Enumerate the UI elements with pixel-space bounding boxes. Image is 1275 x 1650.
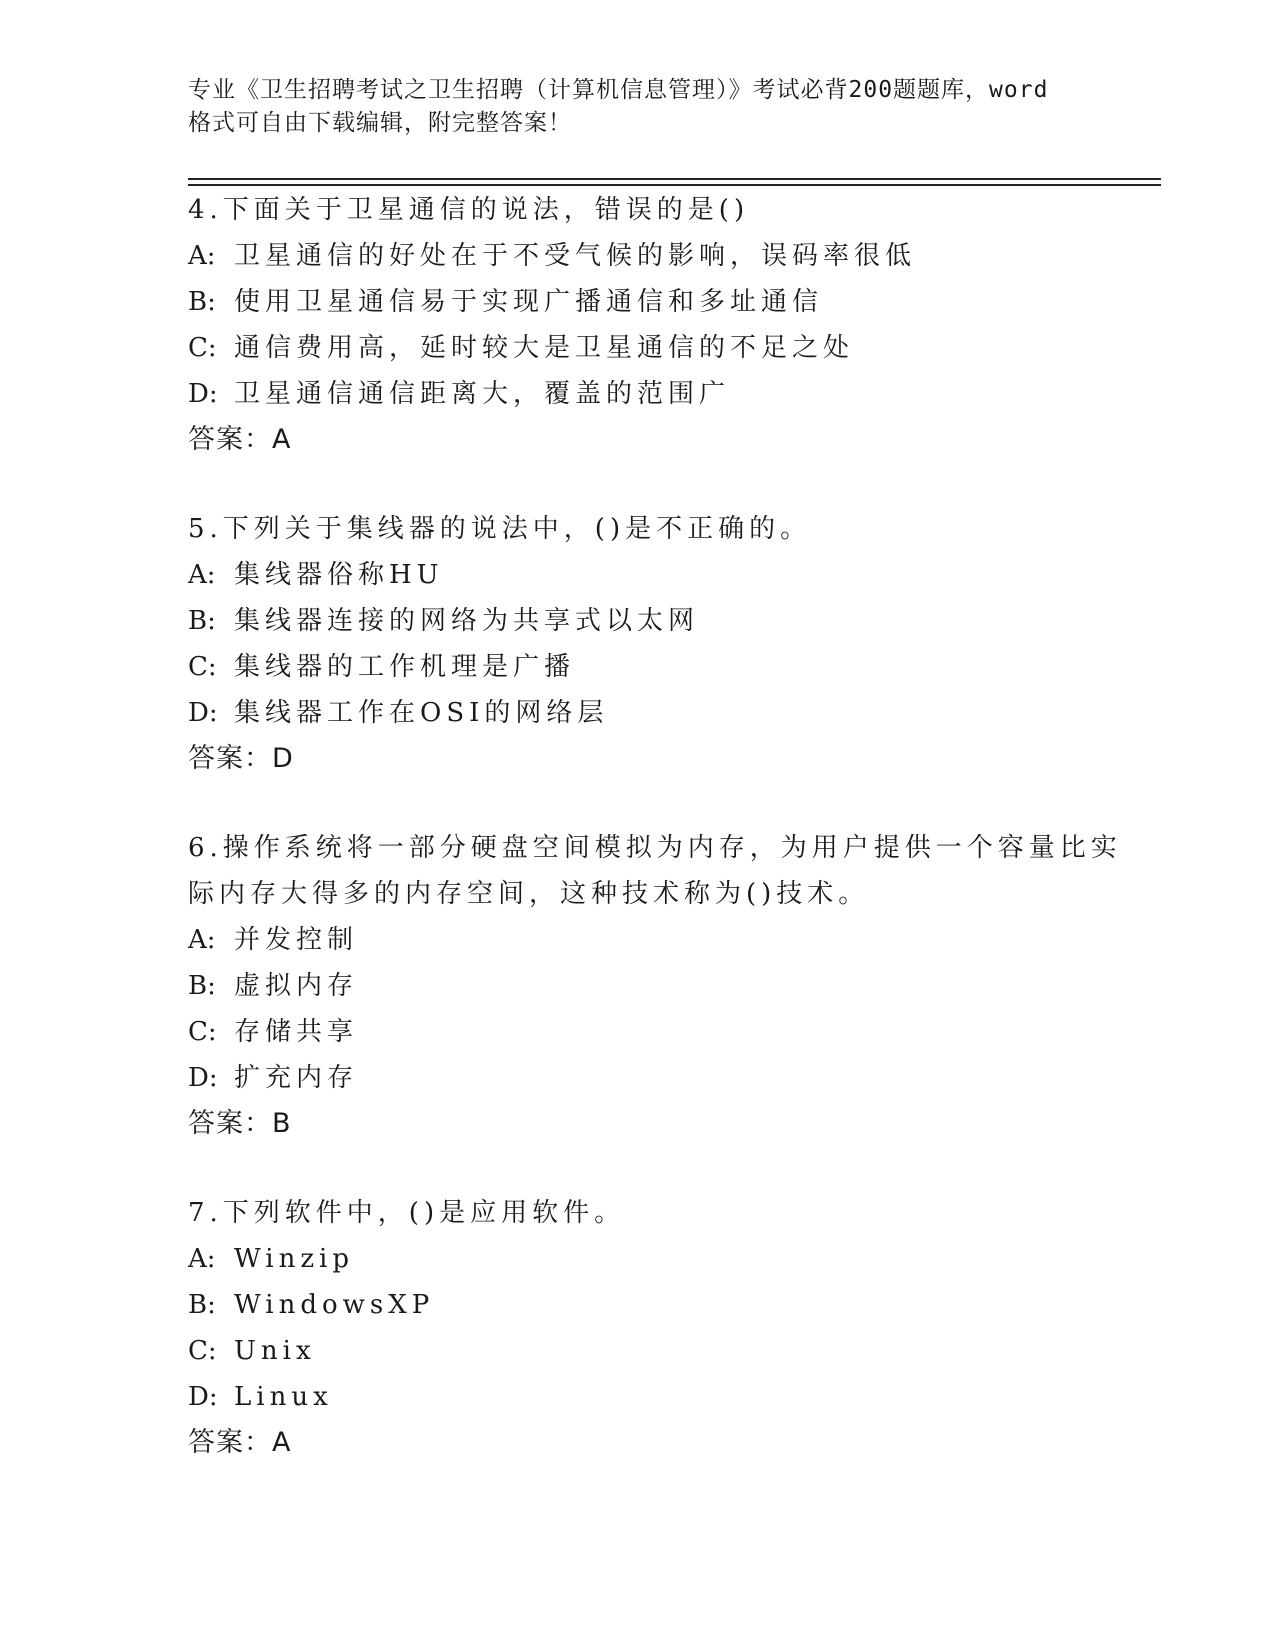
header-divider-bottom <box>188 184 1161 186</box>
option-text: Unix <box>234 1336 316 1366</box>
answer-label: 答案：B <box>188 1108 292 1139</box>
option-key: C: <box>188 1336 217 1366</box>
question-7 <box>188 1190 1088 1466</box>
option-key: D: <box>188 379 218 409</box>
option-text: 通信费用高，延时较大是卫星通信的不足之处 <box>234 333 855 363</box>
option-d <box>188 1055 1088 1101</box>
option-text: 集线器俗称HU <box>234 560 444 590</box>
option-key: B: <box>188 287 216 317</box>
question-stem: 4.下面关于卫星通信的说法，错误的是() <box>188 195 750 225</box>
question-stem: 7.下列软件中，()是应用软件。 <box>188 1198 626 1228</box>
option-text: 卫星通信通信距离大，覆盖的范围广 <box>234 379 731 409</box>
option-key: B: <box>188 971 216 1001</box>
option-text: 存储共享 <box>234 1017 359 1047</box>
option-b <box>188 1282 1088 1328</box>
answer-label: 答案：D <box>188 743 294 774</box>
option-text: 集线器连接的网络为共享式以太网 <box>234 606 700 636</box>
option-text: 集线器工作在OSI的网络层 <box>234 698 609 728</box>
option-text: 使用卫星通信易于实现广播通信和多址通信 <box>234 287 824 317</box>
option-c <box>188 1009 1088 1055</box>
question-5 <box>188 506 1088 782</box>
question-4 <box>188 187 1088 463</box>
answer-label: 答案：A <box>188 424 292 455</box>
header-line-1: 专业《卫生招聘考试之卫生招聘（计算机信息管理）》考试必背200题题库，word <box>188 77 1049 103</box>
option-text: 扩充内存 <box>234 1063 359 1093</box>
option-b <box>188 279 1088 325</box>
option-key: C: <box>188 333 217 363</box>
header-line-2: 格式可自由下载编辑，附完整答案！ <box>188 110 572 136</box>
question-stem-continued: 际内存大得多的内存空间，这种技术称为()技术。 <box>188 879 870 909</box>
option-a <box>188 917 1088 963</box>
option-key: A: <box>188 241 216 271</box>
option-d <box>188 371 1088 417</box>
question-stem: 6.操作系统将一部分硬盘空间模拟为内存，为用户提供一个容量比实 <box>188 833 1122 863</box>
option-c <box>188 325 1088 371</box>
option-key: A: <box>188 560 216 590</box>
document-header <box>188 74 1088 140</box>
option-text: 集线器的工作机理是广播 <box>234 652 576 682</box>
option-key: D: <box>188 698 218 728</box>
option-d <box>188 690 1088 736</box>
option-b <box>188 963 1088 1009</box>
option-key: B: <box>188 1290 216 1320</box>
option-a <box>188 233 1088 279</box>
option-key: C: <box>188 652 217 682</box>
option-text: 虚拟内存 <box>234 971 359 1001</box>
option-key: A: <box>188 1244 216 1274</box>
option-text: Winzip <box>234 1244 354 1274</box>
question-6 <box>188 825 1122 1147</box>
option-key: B: <box>188 606 216 636</box>
option-b <box>188 598 1088 644</box>
option-text: 并发控制 <box>234 925 359 955</box>
option-key: D: <box>188 1382 218 1412</box>
option-a <box>188 1236 1088 1282</box>
option-text: 卫星通信的好处在于不受气候的影响，误码率很低 <box>234 241 917 271</box>
option-key: C: <box>188 1017 217 1047</box>
question-stem: 5.下列关于集线器的说法中，()是不正确的。 <box>188 514 812 544</box>
option-text: WindowsXP <box>234 1290 435 1320</box>
option-a <box>188 552 1088 598</box>
answer-label: 答案：A <box>188 1427 292 1458</box>
option-key: D: <box>188 1063 218 1093</box>
header-divider-top <box>188 178 1161 180</box>
option-c <box>188 644 1088 690</box>
option-key: A: <box>188 925 216 955</box>
option-text: Linux <box>234 1382 333 1412</box>
option-d <box>188 1374 1088 1420</box>
option-c <box>188 1328 1088 1374</box>
